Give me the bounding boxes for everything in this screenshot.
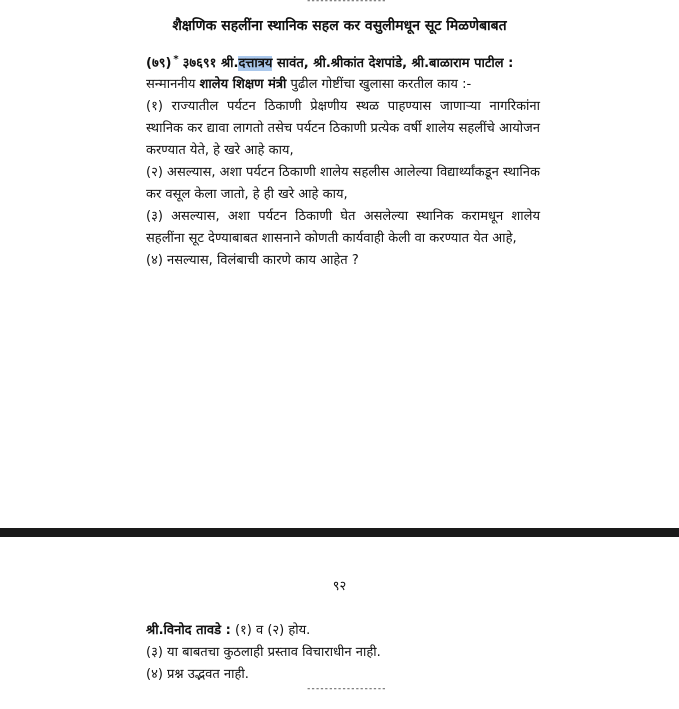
selected-text-highlight[interactable]: दत्तात्रय xyxy=(238,56,273,71)
question-item-3: (३) असल्यास, अशा पर्यटन ठिकाणी घेत असलेल्या स्थानिक करामधून शालेय सहलींना सूट देण्याबाबत शासनाने कोणती कार्यवाही केली वा करण्यात येत आहे, xyxy=(146,209,540,246)
question-id: ३७६९१ श्री. xyxy=(182,56,239,71)
question-item-2: (२) असल्यास, अशा पर्यटन ठिकाणी शालेय सहलीस आलेल्या विद्यार्थ्यांकडून स्थानिक कर वसूल केला जातो, हे ही खरे आहे काय, xyxy=(146,165,540,202)
answer-line-3: (४) प्रश्न उद्भवत नाही. xyxy=(146,667,249,682)
question-members: सावंत, श्री.श्रीकांत देशपांडे, श्री.बाळाराम पाटील : xyxy=(272,56,514,71)
question-item-4: (४) नसल्यास, विलंबाची कारणे काय आहेत ? xyxy=(146,253,359,268)
star-mark: * xyxy=(173,53,179,65)
question-heading xyxy=(146,53,513,71)
page-break-bar xyxy=(0,528,679,537)
question-number: (७९) xyxy=(146,56,172,71)
page-title: शैक्षणिक सहलींना स्थानिक सहल कर वसुलीमधून सूट मिळणेबाबत xyxy=(172,18,507,34)
answer-block xyxy=(146,620,381,686)
question-body xyxy=(146,74,540,272)
minister-title: शालेय शिक्षण मंत्री xyxy=(199,77,287,92)
top-divider: ------------------ xyxy=(306,0,386,6)
question-item-1: (१) राज्यातील पर्यटन ठिकाणी प्रेक्षणीय स्थळ पाहण्यास जाणाऱ्या नागरिकांना स्थानिक कर द्यावा लागतो तसेच पर्यटन ठिकाणी प्रत्येक वर्षी शालेय सहलींचे आयोजन करण्यात येते, हे खरे आहे काय, xyxy=(146,99,540,158)
bottom-divider: ------------------ xyxy=(306,684,386,694)
answer-line-2: (३) या बाबतचा कुठलाही प्रस्ताव विचाराधीन नाही. xyxy=(146,645,381,660)
answer-line-1: श्री.विनोद तावडे : (१) व (२) होय. xyxy=(146,623,311,638)
page-number: ९२ xyxy=(332,579,347,594)
answer-minister-name: श्री.विनोद तावडे : xyxy=(146,623,231,638)
question-intro: सन्माननीय शालेय शिक्षण मंत्री पुढील गोष्टींचा खुलासा करतील काय :- xyxy=(146,77,472,92)
